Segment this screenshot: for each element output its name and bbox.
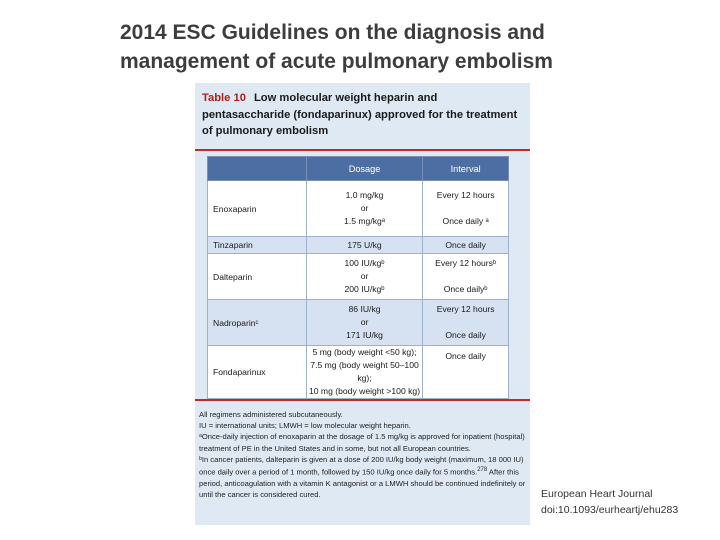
dosage-line: 86 IU/kg bbox=[348, 304, 381, 314]
dosage-cell bbox=[306, 300, 423, 346]
dosage-line: 171 IU/kg bbox=[346, 330, 383, 340]
dosage-line: 100 IU/kgᵇ bbox=[344, 258, 385, 268]
bottom-rule bbox=[195, 399, 530, 401]
dosage-cell: 175 U/kg bbox=[306, 237, 423, 254]
dosage-cell bbox=[306, 181, 423, 237]
dosage-line: or bbox=[360, 271, 369, 281]
interval-cell: Once daily bbox=[423, 237, 509, 254]
slide-title bbox=[120, 18, 700, 76]
interval-line: Every 12 hoursᵇ bbox=[435, 258, 497, 268]
table-row-dalteparin bbox=[208, 254, 509, 300]
interval-cell: Once daily bbox=[423, 346, 509, 399]
interval-line: Every 12 hours bbox=[436, 304, 495, 314]
top-rule bbox=[195, 149, 530, 151]
table-row-nadroparin bbox=[208, 300, 509, 346]
footnote-b bbox=[199, 454, 527, 500]
interval-line: Once daily bbox=[445, 330, 486, 340]
interval-cell bbox=[423, 300, 509, 346]
interval-line: Once dailyᵇ bbox=[443, 284, 488, 294]
table-number: Table 10 bbox=[202, 92, 246, 104]
interval-cell bbox=[423, 254, 509, 300]
dosage-line: or bbox=[360, 317, 369, 327]
drug-cell: Enoxaparin bbox=[208, 181, 307, 237]
header-drug bbox=[208, 157, 307, 181]
table-row-fondaparinux bbox=[208, 346, 509, 399]
table-row-tinzaparin bbox=[208, 237, 509, 254]
slide-title-line-2: management of acute pulmonary embolism bbox=[120, 50, 553, 73]
dosage-line: 5 mg (body weight <50 kg); bbox=[312, 347, 417, 357]
citation-journal: European Heart Journal bbox=[541, 488, 653, 500]
interval-cell bbox=[423, 181, 509, 237]
footnote-line: All regimens administered subcutaneously. bbox=[199, 410, 343, 419]
interval-line: Every 12 hours bbox=[436, 190, 495, 200]
dosing-table bbox=[207, 156, 509, 399]
dosage-line: 10 mg (body weight >100 kg) bbox=[308, 386, 421, 396]
table-caption bbox=[202, 90, 522, 140]
table-footnotes bbox=[199, 409, 527, 500]
interval-line: Once daily ᵃ bbox=[442, 216, 489, 226]
drug-cell: Tinzaparin bbox=[208, 237, 307, 254]
table-header-row bbox=[208, 157, 509, 181]
drug-cell: Dalteparin bbox=[208, 254, 307, 300]
slide-title-line-1: 2014 ESC Guidelines on the diagnosis and bbox=[120, 21, 545, 44]
footnote-b-reference: 278 bbox=[477, 467, 488, 474]
dosage-cell bbox=[306, 346, 423, 399]
footnote-b-text: ᵇIn cancer patients, dalteparin is given at a dose of 200 IU/kg body weight (maximum, 18 000 IU) once daily over a period of 1 month, followed by 150 IU/kg once daily for 5 months. bbox=[199, 454, 524, 477]
drug-cell: Fondaparinux bbox=[208, 346, 307, 399]
citation-doi: doi:10.1093/eurheartj/ehu283 bbox=[541, 504, 679, 516]
dosage-cell bbox=[306, 254, 423, 300]
citation bbox=[541, 486, 716, 518]
drug-cell: Nadroparinᶜ bbox=[208, 300, 307, 346]
table-caption-text: Low molecular weight heparin and pentasaccharide (fondaparinux) approved for the treatment of pulmonary embolism bbox=[202, 92, 518, 137]
header-dosage: Dosage bbox=[306, 157, 423, 181]
dosage-line: or bbox=[360, 203, 369, 213]
dosage-line: 1.0 mg/kg bbox=[345, 190, 384, 200]
footnote-b-text-continued: After this period, anticoagulation with a vitamin K antagonist or a LMWH should be continued indefinitely or until the cancer is considered cured. bbox=[199, 467, 526, 499]
table-panel bbox=[195, 83, 530, 525]
footnote-line: IU = international units; LMWH = low molecular weight heparin. bbox=[199, 421, 411, 431]
table-row-enoxaparin bbox=[208, 181, 509, 237]
dosage-line: 1.5 mg/kgᵃ bbox=[344, 216, 385, 226]
dosage-line: 200 IU/kgᵇ bbox=[344, 284, 385, 294]
header-interval: Interval bbox=[423, 157, 509, 181]
dosage-line: 7.5 mg (body weight 50–100 kg); bbox=[310, 360, 419, 383]
footnote-a: ᵃOnce-daily injection of enoxaparin at the dosage of 1.5 mg/kg is approved for inpatient (hospital) treatment of PE in the United States and in some, but not all European countries. bbox=[199, 432, 525, 453]
